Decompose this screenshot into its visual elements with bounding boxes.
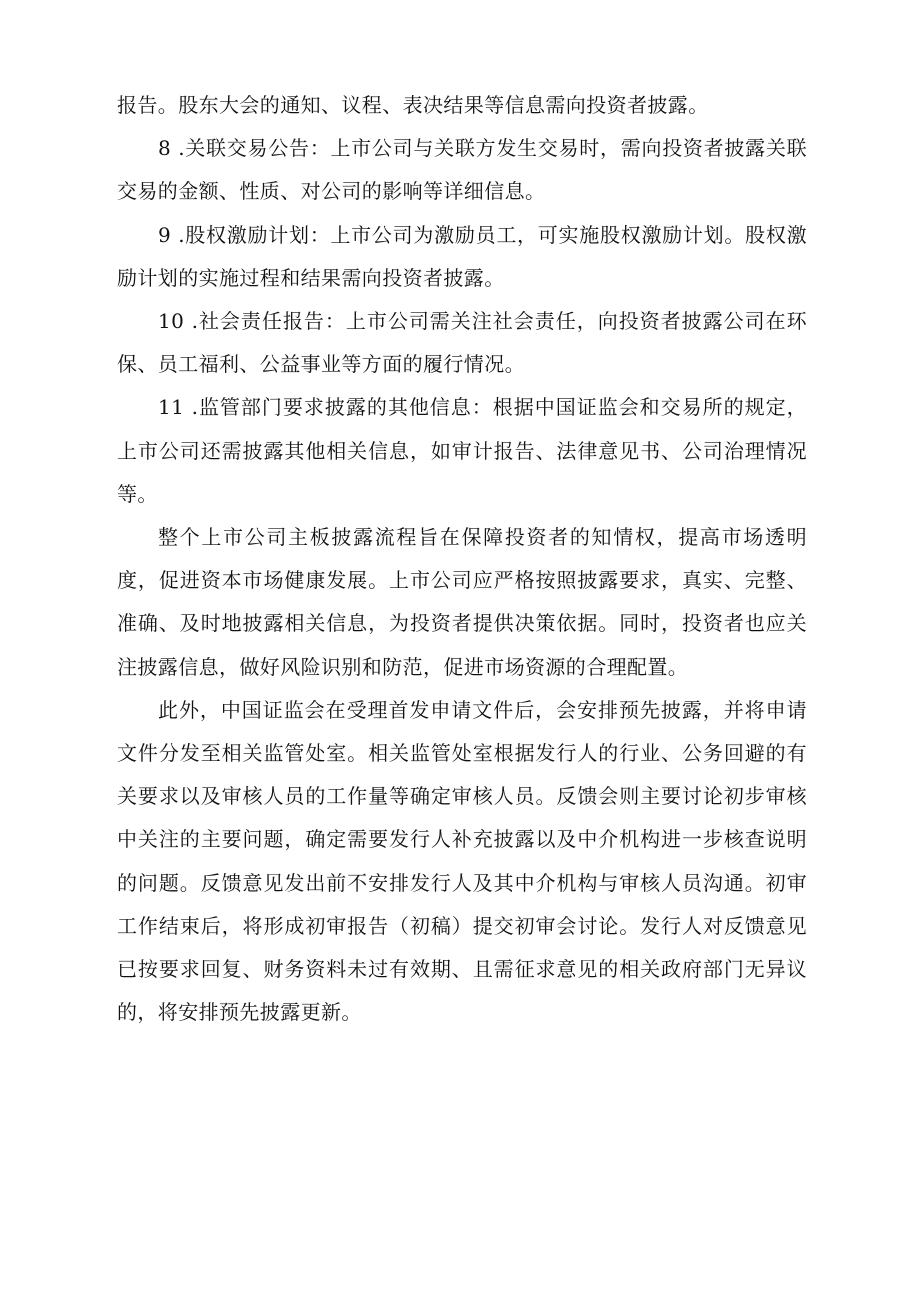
paragraph-summary: 整个上市公司主板披露流程旨在保障投资者的知情权，提高市场透明度，促进资本市场健康发展。上市公司应严格按照披露要求，真实、完整、准确、及时地披露相关信息，为投资者提供决策依据。同时，投资者也应关注披露信息，做好风险识别和防范，促进市场资源的合理配置。 <box>117 525 807 679</box>
paragraph-item-11: 11 .监管部门要求披露的其他信息：根据中国证监会和交易所的规定，上市公司还需披露其他相关信息，如审计报告、法律意见书、公司治理情况等。 <box>117 395 807 506</box>
document-body <box>117 84 807 1034</box>
paragraph-continuation: 报告。股东大会的通知、议程、表决结果等信息需向投资者披露。 <box>117 93 709 117</box>
paragraph-item-10: 10 .社会责任报告：上市公司需关注社会责任，向投资者披露公司在环保、员工福利、公益事业等方面的履行情况。 <box>117 309 807 377</box>
paragraph-item-8: 8 .关联交易公告：上市公司与关联方发生交易时，需向投资者披露关联交易的金额、性质、对公司的影响等详细信息。 <box>117 136 807 204</box>
paragraph-additional: 此外，中国证监会在受理首发申请文件后，会安排预先披露，并将申请文件分发至相关监管处室。相关监管处室根据发行人的行业、公务回避的有关要求以及审核人员的工作量等确定审核人员。反馈会则主要讨论初步审核中关注的主要问题，确定需要发行人补充披露以及中介机构进一步核查说明的问题。反馈意见发出前不安排发行人及其中介机构与审核人员沟通。初审工作结束后，将形成初审报告（初稿）提交初审会讨论。发行人对反馈意见已按要求回复、财务资料未过有效期、且需征求意见的相关政府部门无异议的，将安排预先披露更新。 <box>117 697 807 1025</box>
paragraph-item-9: 9 .股权激励计划：上市公司为激励员工，可实施股权激励计划。股权激励计划的实施过程和结果需向投资者披露。 <box>117 222 807 290</box>
